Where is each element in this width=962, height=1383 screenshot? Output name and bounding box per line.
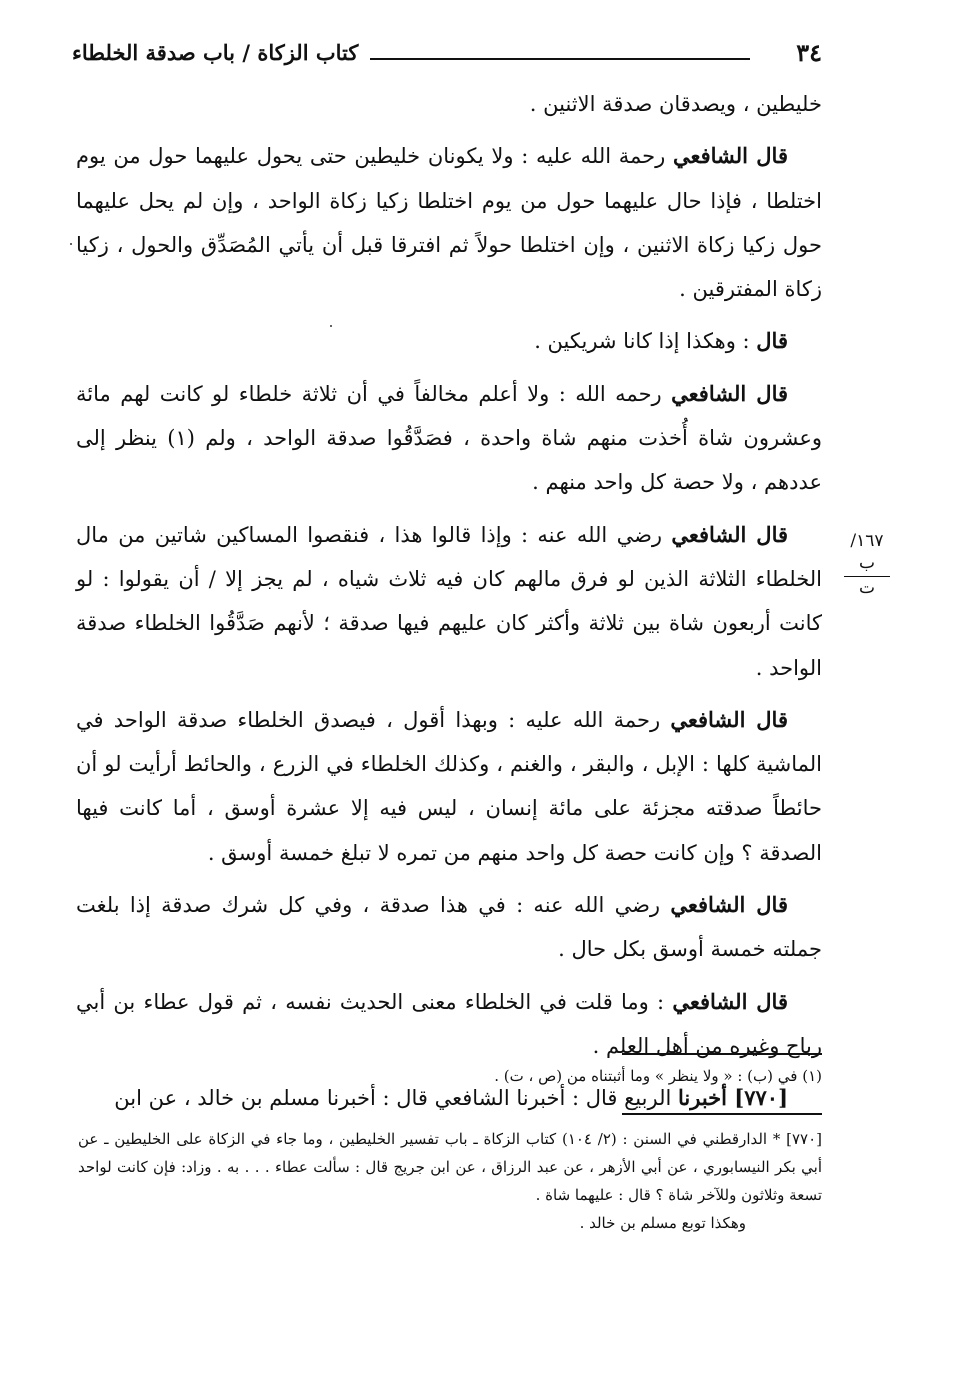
header-rule <box>370 58 750 60</box>
scan-speck <box>70 243 72 245</box>
paragraph-text: رضي الله عنه : في هذا صدقة ، وفي كل شرك صدقة إذا بلغت جملته خمسة أوسق بكل حال . <box>76 893 822 962</box>
running-title: كتاب الزكاة / باب صدقة الخلطاء <box>72 40 359 65</box>
paragraph <box>76 698 822 875</box>
paragraph-text: : وما قلت في الخلطاء معنى الحديث نفسه ، ثم قول عطاء بن أبي رباح وغيره من أهل العلم . <box>76 989 822 1058</box>
speaker-label: قال الشافعي <box>671 380 789 406</box>
speaker-label: قال الشافعي <box>671 521 789 547</box>
paragraph-text: رضي الله عنه : وإذا قالوا هذا ، فنقصوا المساكين شاتين من مال الخلطاء الثلاثة الذين لو فرق مالهم كان فيه ثلاث شياه ، لم يجز إلا / أن يقولوا : لو كانت أربعون شاة بين ثلاثة وأكثر كان عليهم فيها صدقة ؛ لأنهم صَدَّقُوا الخلطاء صدقة الواحد . <box>76 522 822 680</box>
paragraph-text: الربيع قال : أخبرنا الشافعي قال : أخبرنا مسلم بن خالد ، عن ابن <box>114 1086 678 1111</box>
paragraph-text: رحمه الله : ولا أعلم مخالفاً في أن ثلاثة خلطاء لو كانت لهم مائة وعشرون شاة أُخذت منهم شاة واحدة ، فصَدَّقُوا صدقة الواحد ، ولم (١) ينظر إلى عددهم ، ولا حصة كل واحد منهم . <box>76 381 822 495</box>
paragraph <box>76 134 822 311</box>
paragraph <box>76 372 822 505</box>
paragraph <box>76 82 822 126</box>
footnote-takhrij <box>78 1125 822 1237</box>
scan-speck <box>330 325 332 327</box>
speaker-label: [٧٧٠] أخبرنا <box>677 1085 788 1111</box>
footnote-textual: (١) في (ب) : « ولا ينظر » وما أثبتناه من (ص ، ت) . <box>494 1067 822 1085</box>
paragraph <box>76 513 822 690</box>
footnote-entry <box>78 1209 822 1237</box>
paragraph-text: : وهكذا إذا كانا شريكين . <box>534 329 757 354</box>
margin-folio-note <box>844 530 890 599</box>
speaker-label: قال الشافعي <box>672 988 788 1014</box>
paragraph-text: خليطين ، ويصدقان صدقة الاثنين . <box>529 92 822 116</box>
page-number: ٣٤ <box>796 38 822 67</box>
page-header <box>72 40 822 76</box>
paragraph <box>76 319 822 363</box>
paragraph-text: رحمة الله عليه : وبهذا أقول ، فيصدق الخلطاء صدقة الواحد في الماشية كلها : الإبل ، والبقر ، والغنم ، وكذلك الخلطاء في الزرع ، والحائط أرأيت لو أن حائطاً صدقته مجزئة على مائة إنسان ، ليس فيه إلا عشرة أوسق ، أما كانت فيها الصدقة ؟ وإن كانت حصة كل واحد منهم من تمره لا تبلغ خمسة أوسق . <box>76 707 822 865</box>
manuscript-siglum: ت <box>858 578 875 598</box>
footnote-divider <box>622 1113 822 1115</box>
speaker-label: قال الشافعي <box>670 706 788 732</box>
footnote-divider <box>622 1053 822 1055</box>
speaker-label: قال الشافعي <box>672 143 788 169</box>
main-text <box>76 82 822 1129</box>
speaker-label: قال <box>756 328 788 354</box>
footnote-entry-text: وهكذا توبع مسلم بن خالد . <box>579 1214 746 1232</box>
paragraph-text: رحمة الله عليه : ولا يكونان خليطين حتى يحول عليهما حول من يوم اختلطا ، فإذا حال عليهما حول من يوم اختلطا زكيا زكاة الواحد ، وإن لم يحل عليهما حول زكيا زكاة الاثنين ، وإن اختلطا حولاً ثم افترقا قبل أن يأتي المُصَدِّق والحول ، زكيا زكاة المفترقين . <box>76 144 822 302</box>
folio-reference: ١٦٧/ب <box>844 530 890 577</box>
paragraph <box>76 883 822 972</box>
footnote-entry: [٧٧٠] * الدارقطني في السنن : (٢/ ١٠٤) كتاب الزكاة ـ باب تفسير الخليطين ، وما جاء في الزكاة على الخليطين ـ عن أبي بكر النيسابوري ، عن أبي الأزهر ، عن عبد الرزاق ، عن ابن جريج قال : سألت عطاء . . . به . وزاد: فإن كانت لواحد تسعة وثلاثون وللآخر شاة ؟ قال : عليهما شاة . <box>78 1130 823 1204</box>
speaker-label: قال الشافعي <box>670 892 788 918</box>
